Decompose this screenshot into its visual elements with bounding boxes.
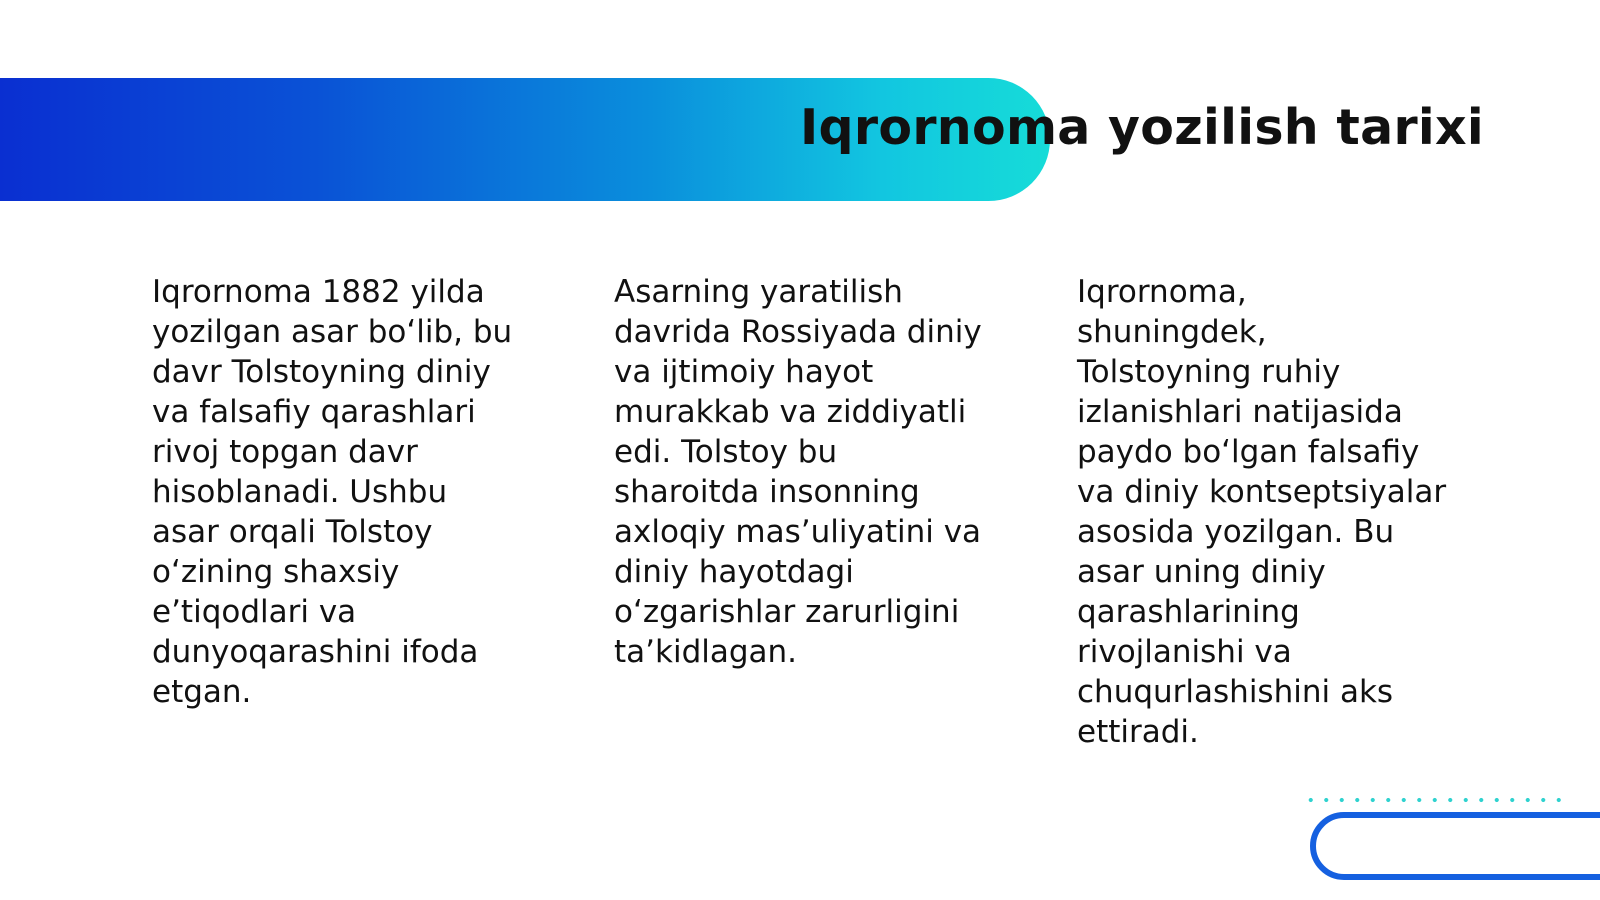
text-column-1: Iqrornoma 1882 yilda yozilgan asar bo‘lib, bu davr Tolstoyning diniy va falsafiy qarashlari rivoj topgan davr hisoblanadi. Ushbu asar orqali Tolstoy o‘zining shaxsiy e’tiqodlari va dunyoqarashini ifoda etgan. bbox=[152, 274, 513, 710]
decorative-dot-row bbox=[1303, 797, 1565, 803]
decorative-pill-outline bbox=[1310, 812, 1600, 880]
text-column-3: Iqrornoma, shuningdek, Tolstoyning ruhiy izlanishlari natijasida paydo bo‘lgan falsafiy va diniy kontseptsiyalar asosida yozilgan. Bu asar uning diniy qarashlarining rivojlanishi va chuqurlashishini aks ettiradi. bbox=[1077, 274, 1447, 750]
text-column-2: Asarning yaratilish davrida Rossiyada diniy va ijtimoiy hayot murakkab va ziddiyatli edi. Tolstoy bu sharoitda insonning axloqiy mas’uliyatini va diniy hayotdagi o‘zgarishlar zarurligini ta’kidlagan. bbox=[614, 274, 982, 670]
slide-title: Iqrornoma yozilish tarixi bbox=[800, 99, 1485, 156]
